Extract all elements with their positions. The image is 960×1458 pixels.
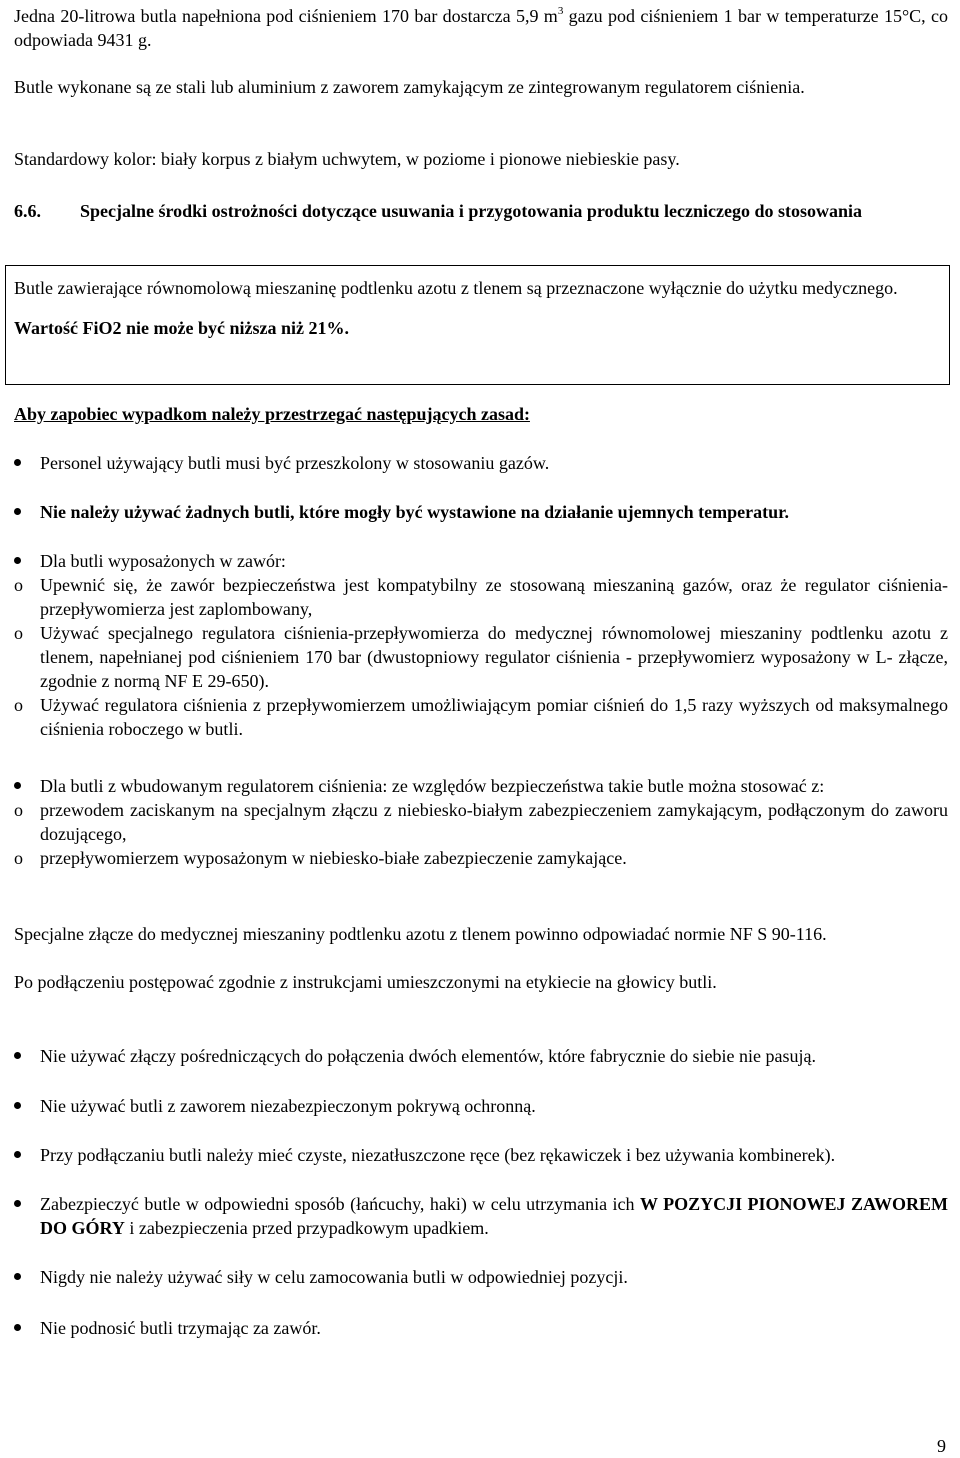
bullet-list-1	[14, 451, 948, 741]
label-paragraph: Po podłączeniu postępować zgodnie z instrukcjami umieszczonymi na etykiecie na głowicy butli.	[14, 972, 717, 992]
list-item-text: Nie używać butli z zaworem niezabezpieczonym pokrywą ochronną.	[40, 1096, 536, 1116]
list-item	[14, 451, 948, 475]
list-item	[14, 1192, 948, 1240]
intro-p1-text-end: gazu pod ciśnieniem 1 bar w temperaturze 15°C, co odpowiada 9431 g.	[14, 6, 948, 50]
list-item	[14, 774, 948, 798]
intro-paragraph-2: Butle wykonane są ze stali lub aluminium z zaworem zamykającym ze zintegrowanym regulatorem ciśnienia.	[14, 77, 805, 97]
list-item	[14, 1094, 948, 1118]
circle-bullet-icon: o	[14, 575, 23, 595]
circle-bullet-icon: o	[14, 695, 23, 715]
bullet-icon	[14, 1324, 21, 1331]
bullet-icon	[14, 1102, 21, 1109]
sub-list-item	[14, 798, 948, 846]
list-item-text: Nigdy nie należy używać siły w celu zamocowania butli w odpowiedniej pozycji.	[40, 1267, 628, 1287]
intro-paragraph-3: Standardowy kolor: biały korpus z białym uchwytem, w poziome i pionowe niebieskie pasy.	[14, 149, 680, 169]
section-heading	[14, 199, 948, 223]
list-item-text: Nie używać złączy pośredniczących do połączenia dwóch elementów, które fabrycznie do siebie nie pasują.	[40, 1046, 816, 1066]
boxed-note-text: Butle zawierające równomolową mieszaninę podtlenku azotu z tlenem są przeznaczone wyłącznie do użytku medycznego.	[14, 278, 898, 298]
rules-title: Aby zapobiec wypadkom należy przestrzegać następujących zasad:	[14, 404, 530, 424]
bullet-icon	[14, 782, 21, 789]
secure-text: Zabezpieczyć butle w odpowiedni sposób (łańcuchy, haki) w celu utrzymania ich	[40, 1194, 640, 1214]
list-item-text: Przy podłączaniu butli należy mieć czyste, niezatłuszczone ręce (bez rękawiczek i bez używania kombinerek).	[40, 1145, 836, 1165]
sub-list-item	[14, 621, 948, 693]
secure-emphasis: W POZYCJI PIONOWEJ ZAWOREM DO GÓRY	[40, 1194, 948, 1238]
bullet-icon	[14, 557, 21, 564]
intro-p1-text: Jedna 20-litrowa butla napełniona pod ciśnieniem 170 bar dostarcza 5,9 m	[14, 6, 558, 26]
bullet-list-2	[14, 1044, 948, 1340]
bullet-icon	[14, 1273, 21, 1280]
sub-list-item-text: przepływomierzem wyposażonym w niebiesko-białe zabezpieczenie zamykające.	[40, 848, 627, 868]
boxed-note	[5, 265, 950, 385]
cubic-superscript: 3	[557, 5, 564, 17]
boxed-note-bold: Wartość FiO2 nie może być niższa niż 21%.	[14, 318, 349, 338]
bullet-list-builtin	[14, 774, 948, 870]
list-item-text: Personel używający butli musi być przeszkolony w stosowaniu gazów.	[40, 453, 550, 473]
circle-bullet-icon: o	[14, 848, 23, 868]
list-item-text	[40, 1192, 948, 1240]
sub-list-item	[14, 846, 948, 870]
list-item	[14, 1265, 948, 1289]
secure-text-end: i zabezpieczenia przed przypadkowym upadkiem.	[124, 1218, 489, 1238]
bullet-icon	[14, 459, 21, 466]
section-number: 6.6.	[14, 201, 41, 221]
bullet-icon	[14, 508, 21, 515]
list-item-text: Nie podnosić butli trzymając za zawór.	[40, 1318, 321, 1338]
list-item	[14, 1044, 948, 1068]
list-item	[14, 1143, 948, 1167]
list-item-text: Dla butli wyposażonych w zawór:	[40, 551, 286, 571]
circle-bullet-icon: o	[14, 623, 23, 643]
list-item	[14, 549, 948, 573]
list-item	[14, 1316, 948, 1340]
section-title: Specjalne środki ostrożności dotyczące usuwania i przygotowania produktu leczniczego do stosowania	[80, 201, 863, 221]
intro-paragraph-1	[14, 4, 948, 52]
bullet-icon	[14, 1200, 21, 1207]
bullet-icon	[14, 1151, 21, 1158]
sub-list-item-text: Używać regulatora ciśnienia z przepływomierzem umożliwiającym pomiar ciśnień do 1,5 razy wyższych od maksymalnego ciśnienia roboczego w butli.	[40, 695, 948, 739]
sub-list-item-text: Upewnić się, że zawór bezpieczeństwa jest kompatybilny ze stosowaną mieszaniną gazów, oraz że regulator ciśnienia-przepływomierza jest zaplombowany,	[40, 575, 948, 619]
sub-list-item	[14, 573, 948, 621]
circle-bullet-icon: o	[14, 800, 23, 820]
sub-list-item-text: Używać specjalnego regulatora ciśnienia-przepływomierza do medycznej równomolowej mieszaniny podtlenku azotu z tlenem, napełnianej pod ciśnieniem 170 bar (dwustopniowy regulator ciśnienia - przepływomierz wyposażony w L- złącze, zgodnie z normą NF E 29-650).	[40, 623, 948, 691]
connector-paragraph: Specjalne złącze do medycznej mieszaniny podtlenku azotu z tlenem powinno odpowiadać normie NF S 90-116.	[14, 924, 827, 944]
sub-list-item	[14, 693, 948, 741]
list-item	[14, 500, 948, 524]
list-item-text: Dla butli z wbudowanym regulatorem ciśnienia: ze względów bezpieczeństwa takie butle można stosować z:	[40, 776, 825, 796]
bullet-icon	[14, 1052, 21, 1059]
list-item-text: Nie należy używać żadnych butli, które mogły być wystawione na działanie ujemnych temperatur.	[40, 502, 789, 522]
page-number: 9	[937, 1436, 946, 1456]
sub-list-item-text: przewodem zaciskanym na specjalnym złączu z niebiesko-białym zabezpieczeniem zamykającym, podłączonym do zaworu dozującego,	[40, 800, 948, 844]
